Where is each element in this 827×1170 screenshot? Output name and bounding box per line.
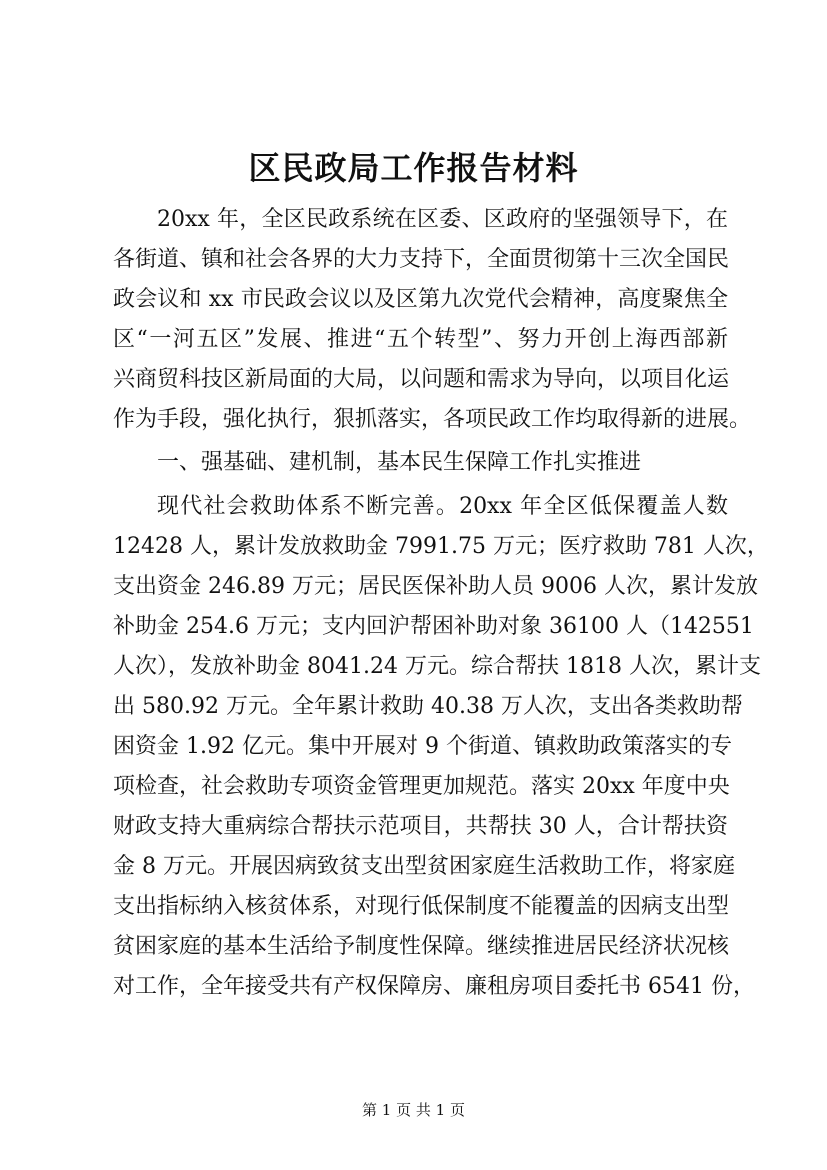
intro-line: 20xx 年，全区民政系统在区委、区政府的坚强领导下，在	[157, 207, 728, 232]
document-title: 区民政局工作报告材料	[248, 149, 579, 187]
body-line: 金 8 万元。开展因病致贫支出型贫困家庭生活救助工作，将家庭	[113, 854, 735, 879]
body-line: 对工作，全年接受共有产权保障房、廉租房项目委托书 6541 份，	[113, 974, 755, 999]
body-line: 人次），发放补助金 8041.24 万元。综合帮扶 1818 人次，累计支	[113, 654, 761, 679]
body-line: 困资金 1.92 亿元。集中开展对 9 个街道、镇救助政策落实的专	[113, 734, 732, 759]
section-heading: 一、强基础、建机制，基本民生保障工作扎实推进	[157, 450, 642, 475]
intro-line: 兴商贸科技区新局面的大局，以问题和需求为导向，以项目化运	[113, 367, 730, 392]
body-line: 财政支持大重病综合帮扶示范项目，共帮扶 30 人，合计帮扶资	[113, 814, 728, 839]
body-line: 12428 人，累计发放救助金 7991.75 万元；医疗救助 781 人次，	[113, 534, 769, 559]
intro-line: 作为手段，强化执行，狠抓落实，各项民政工作均取得新的进展。	[113, 407, 752, 432]
intro-line: 各街道、镇和社会各界的大力支持下，全面贯彻第十三次全国民	[113, 247, 730, 272]
body-line: 支出资金 246.89 万元；居民医保补助人员 9006 人次，累计发放	[113, 574, 758, 599]
page-footer: 第 1 页 共 1 页	[362, 1101, 465, 1119]
intro-line: 区“一河五区”发展、推进“五个转型”、努力开创上海西部新	[113, 327, 728, 352]
intro-line: 政会议和 xx 市民政会议以及区第九次党代会精神，高度聚焦全	[113, 287, 728, 312]
body-line: 支出指标纳入核贫体系，对现行低保制度不能覆盖的因病支出型	[113, 894, 730, 919]
body-line: 贫困家庭的基本生活给予制度性保障。继续推进居民经济状况核	[113, 934, 730, 959]
body-line: 现代社会救助体系不断完善。20xx 年全区低保覆盖人数	[157, 494, 728, 519]
body-line: 出 580.92 万元。全年累计救助 40.38 万人次，支出各类救助帮	[113, 694, 743, 719]
body-line: 补助金 254.6 万元；支内回沪帮困补助对象 36100 人（142551	[113, 614, 754, 639]
body-line: 项检查，社会救助专项资金管理更加规范。落实 20xx 年度中央	[113, 774, 730, 799]
